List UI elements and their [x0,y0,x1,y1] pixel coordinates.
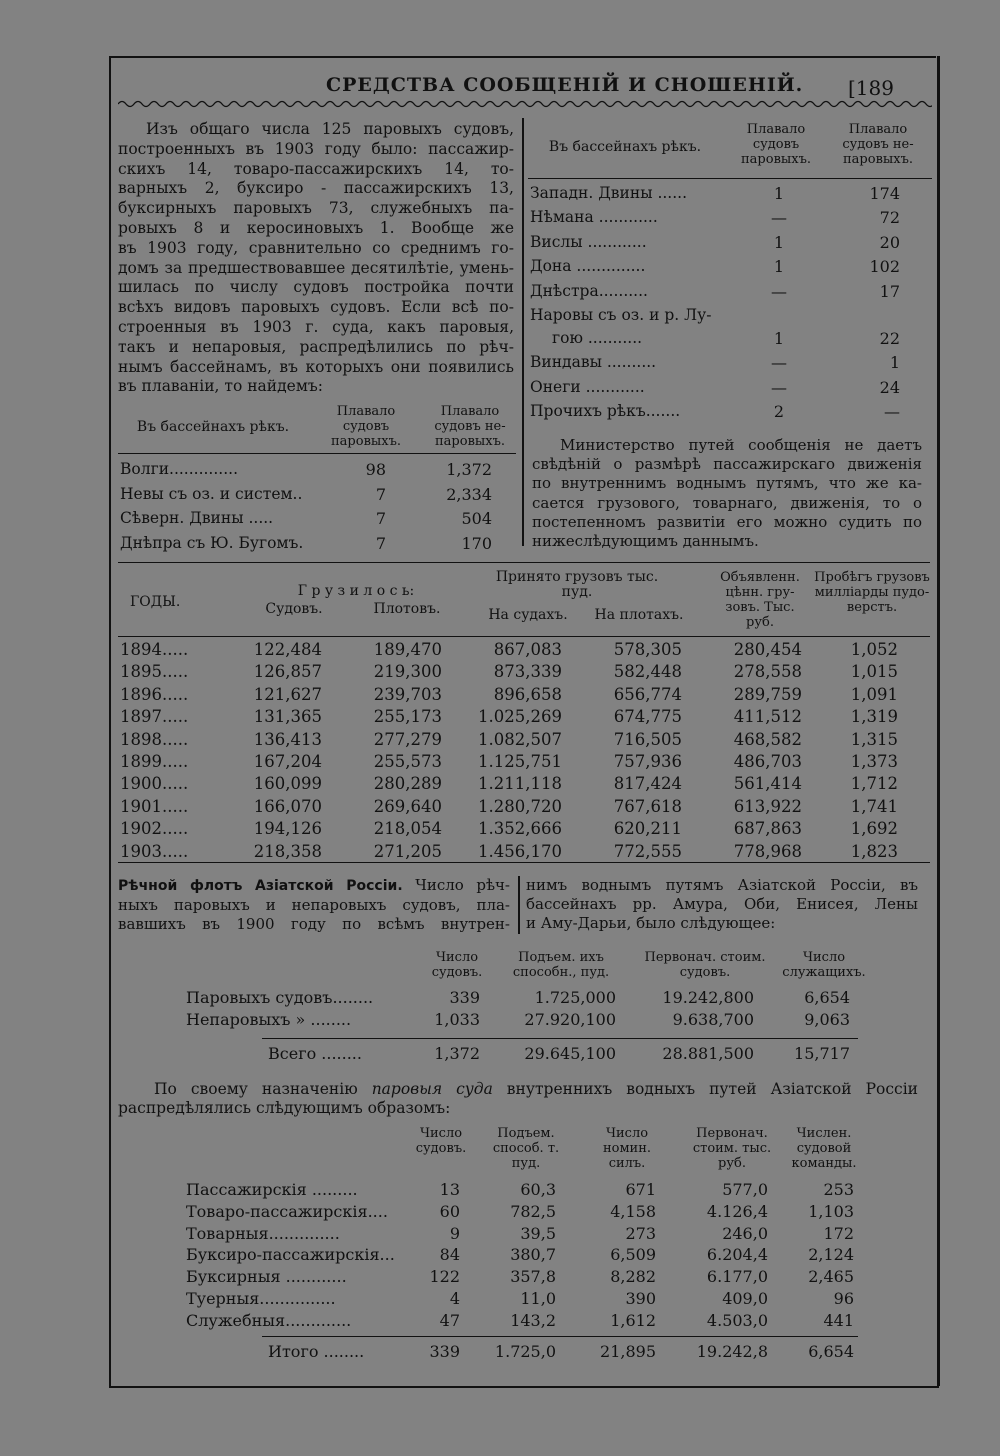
basins-left-header-nonsteam [420,404,520,449]
cargo-header-mileage [814,570,930,615]
basins-right-row-0-steam: 1 [773,184,785,203]
cargo-row-8-col-0: 1902..... [120,819,189,839]
purpose-emphasis: паровыя суда [371,1080,493,1098]
cargo-row-9-col-2: 271,205 [373,841,442,861]
cargo-row-7-col-0: 1901..... [120,796,189,816]
cargo-header-loaded-rafts: Плотовъ. [373,601,441,617]
purpose-header-4: Числен. судовой команды. [791,1126,857,1171]
cargo-table-header-rule [118,636,930,637]
cargo-row-2-col-1: 121,627 [253,684,322,704]
ministry-line-4: постепенномъ развитіи его можно судить по [532,512,922,531]
basins-right-row-5-name: Наровы съ оз. и р. Лу- [530,306,712,324]
cargo-row-3-col-0: 1897..... [120,707,189,727]
cargo-header-accepted-text: Принято грузовъ тыс. пуд. [495,569,659,600]
basins-right-row-7-nonsteam: 24 [879,377,900,397]
purpose-line2: распредѣлялись слѣдующимъ образомъ: [118,1099,451,1117]
asian-right-line-1: бассейнахъ рр. Амура, Оби, Енисея, Лены [526,895,918,913]
basins-right-header-basin: Въ бассейнахъ рѣкъ. [548,139,702,155]
cargo-header-mileage-text: Пробѣгъ грузовъ милліарды пудо-верстъ. [814,570,930,615]
basins-left-header-basin: Въ бассейнахъ рѣкъ. [136,419,290,435]
basins-left-row-1-name: Невы съ оз. и систем.. [120,484,303,503]
purpose-row-3-col-1: 84 [439,1245,460,1265]
cargo-row-7-col-3: 1.280,720 [478,796,562,816]
purpose-header-0: Число судовъ. [415,1126,467,1156]
basins-left-row-2-steam: 7 [375,509,386,529]
basins-left-row-0-name: Волги.............. [120,460,238,478]
cargo-row-1-col-5: 278,558 [733,662,802,682]
purpose-row-3-col-2: 380,7 [510,1245,556,1265]
purpose-row-3-col-3: 6,509 [610,1245,656,1265]
cargo-row-0-col-3: 867,083 [493,640,562,659]
cargo-row-9-col-6: 1,823 [850,841,898,861]
asian-row-1-col-4: 9,063 [804,1010,850,1029]
cargo-row-8-col-3: 1.352,666 [478,819,562,839]
cargo-row-4-col-2: 277,279 [373,729,442,749]
intro-line-10: строенныя въ 1903 г. суда, какъ паровыя, [118,317,514,336]
cargo-row-6-col-4: 817,424 [613,774,682,794]
basins-right-header-nonsteam [828,122,928,167]
cargo-row-9-col-0: 1903..... [120,841,189,861]
cargo-row-0-col-0: 1894..... [120,640,189,659]
purpose-row-1-col-1: 60 [439,1201,460,1221]
ministry-line-2: по внутреннимъ воднымъ путямъ, что же ка- [532,474,922,493]
cargo-row-3-col-2: 255,173 [373,707,442,727]
purpose-row-0-col-1: 13 [439,1180,460,1199]
cargo-row-1-col-4: 582,448 [613,662,682,682]
purpose-text-after: внутреннихъ водныхъ путей Азіатской Россіи [492,1080,918,1098]
purpose-row-3-col-0: Буксиро-пассажирскія... [186,1245,395,1265]
cargo-row-7-col-6: 1,741 [850,796,898,816]
cargo-row-0-col-2: 189,470 [373,640,442,659]
basins-left-row-2-name: Сѣверн. Двины ..... [120,509,274,528]
basins-right-header-steam-text: Плавало судовъ паровыхъ. [741,122,811,167]
purpose-paragraph [118,1080,918,1118]
asian-total-col-3: 28.881,500 [662,1044,754,1063]
asian-row-0-col-0: Паровыхъ судовъ........ [186,988,374,1007]
purpose-row-4-col-3: 8,282 [610,1267,656,1287]
asian-row-0-col-3: 19.242,800 [662,988,754,1007]
cargo-row-7-col-4: 767,618 [613,796,682,816]
cargo-row-4-col-0: 1898..... [120,729,189,749]
cargo-row-0-col-6: 1,052 [850,640,898,659]
cargo-header-loaded: Г р у з и л о с ь: [297,583,415,599]
cargo-row-4-col-6: 1,315 [850,729,898,749]
purpose-row-0-col-3: 671 [625,1180,656,1199]
cargo-row-1-col-1: 126,857 [253,662,322,682]
ministry-line-0: Министерство путей сообщенія не даетъ [560,436,922,454]
cargo-row-3-col-5: 411,512 [733,707,802,727]
basins-right-row-4-nonsteam: 17 [879,281,900,301]
asian-row-1-col-3: 9.638,700 [672,1010,754,1029]
cargo-row-3-col-6: 1,319 [850,707,898,727]
purpose-row-2-col-1: 9 [449,1223,460,1243]
intro-line-3: варныхъ 2, буксиро - пассажирскихъ 13, [118,179,514,198]
purpose-row-6-col-1: 47 [439,1310,460,1330]
frame-top-rule [110,56,936,58]
purpose-row-6-col-2: 143,2 [510,1310,556,1330]
page-title: СРЕДСТВА СООБЩЕНІЙ И СНОШЕНІЙ. [326,74,804,96]
purpose-row-2-col-5: 172 [823,1223,854,1243]
intro-line-4: буксирныхъ паровыхъ 73, служебныхъ па- [118,199,514,218]
basins-right-row-2-name: Вислы ............ [530,232,647,251]
basins-right-row-7-name: Онеги ............ [530,377,645,396]
cargo-row-5-col-0: 1899..... [120,752,189,771]
purpose-row-6-col-3: 1,612 [610,1310,656,1330]
purpose-row-2-col-3: 273 [625,1223,656,1243]
basins-right-row-6-steam: — [771,353,787,373]
column-divider-top [522,118,524,546]
asian-right-line-0: нимъ воднымъ путямъ Азіатской Россіи, въ [526,876,918,894]
purpose-total-rule [262,1336,858,1337]
cargo-row-8-col-6: 1,692 [850,819,898,839]
basins-right-row-5-steam: 1 [773,329,785,348]
cargo-row-0-col-1: 122,484 [253,640,322,659]
purpose-row-5-col-3: 390 [625,1289,656,1308]
purpose-row-1-col-5: 1,103 [808,1201,854,1221]
intro-line-5: ровыхъ 8 и керосиновыхъ 1. Вообще же [118,218,514,237]
cargo-row-2-col-3: 896,658 [493,684,562,704]
basins-right-row-2-nonsteam: 20 [879,232,900,252]
purpose-row-4-col-2: 357,8 [510,1267,556,1287]
purpose-row-6-col-4: 4.503,0 [706,1310,768,1330]
purpose-row-3-col-4: 6.204,4 [706,1245,768,1265]
asian-row-0-col-1: 339 [449,988,480,1007]
asian-fleet-total-rule [262,1038,858,1039]
intro-paragraph [118,120,514,397]
cargo-row-0-col-5: 280,454 [733,640,802,659]
ministry-line-5: нижеслѣдующимъ даннымъ. [532,532,759,551]
cargo-table-top-rule [118,562,930,563]
cargo-table-bottom-rule [118,862,930,863]
purpose-total-col-4: 19.242,8 [696,1342,768,1361]
cargo-row-1-col-0: 1895..... [120,662,189,682]
purpose-row-4-col-4: 6.177,0 [706,1267,768,1287]
purpose-row-5-col-4: 409,0 [722,1289,768,1308]
cargo-row-9-col-3: 1.456,170 [478,841,562,861]
cargo-row-8-col-5: 687,863 [733,819,802,839]
purpose-row-0-col-4: 577,0 [722,1180,768,1199]
cargo-row-6-col-3: 1.211,118 [478,774,562,794]
cargo-row-6-col-5: 561,414 [733,774,802,794]
cargo-row-4-col-4: 716,505 [613,729,682,749]
intro-line-13: въ плаваніи, то найдемъ: [118,377,323,396]
cargo-row-7-col-5: 613,922 [733,796,802,816]
column-divider-asian [518,876,520,934]
purpose-row-0-col-2: 60,3 [520,1180,556,1199]
frame-left-rule [109,56,111,1386]
ministry-line-1: свѣдѣній о размѣрѣ пассажирскаго движенія [532,455,922,474]
cargo-row-8-col-4: 620,211 [613,819,682,839]
purpose-row-1-col-0: Товаро-пассажирскія.... [186,1201,388,1221]
basins-right-row-8-name: Прочихъ рѣкъ....... [530,402,681,421]
ministry-paragraph [532,436,922,551]
cargo-row-6-col-0: 1900..... [120,774,189,794]
cargo-row-4-col-5: 468,582 [733,729,802,749]
cargo-header-declared [712,570,808,630]
cargo-row-2-col-4: 656,774 [613,684,682,704]
asian-left-line-2: вавшихъ въ 1900 году по всѣмъ внутрен- [118,915,510,933]
cargo-row-7-col-1: 166,070 [253,796,322,816]
intro-line-7: домъ за предшествовавшее десятилѣтіе, умень- [118,258,514,277]
intro-line-12: нымъ бассейнамъ, въ которыхъ они появились [118,357,514,376]
basins-right-row-8-nonsteam: — [884,402,900,422]
basins-right-header-rule [528,178,932,179]
asian-left-paragraph [118,876,510,934]
basins-right-row-0-nonsteam: 174 [869,184,900,203]
cargo-row-9-col-4: 772,555 [613,841,682,861]
purpose-row-4-col-5: 2,465 [808,1267,854,1287]
basins-left-row-1-nonsteam: 2,334 [446,484,492,504]
purpose-row-2-col-2: 39,5 [520,1223,556,1243]
basins-right-row-5-name2: гою ........... [552,329,643,347]
basins-left-header-rule [118,453,516,454]
basins-right-header-steam [726,122,826,167]
basins-right-row-0-name: Западн. Двины ...... [530,184,688,202]
ministry-line-3: сается грузового, товарнаго, движенія, то о [532,493,922,512]
intro-line-6: въ 1903 году, сравнительно со среднимъ го- [118,238,514,257]
asian-header-2: Первонач. стоим. судовъ. [644,950,766,980]
basins-left-row-3-name: Днѣпра съ Ю. Бугомъ. [120,533,304,552]
intro-line-0: Изъ общаго числа 125 паровыхъ судовъ, [146,120,514,138]
cargo-row-4-col-3: 1.082,507 [478,729,562,749]
intro-line-2: скихъ 14, товаро-пассажирскихъ 14, то- [118,159,514,178]
cargo-row-3-col-4: 674,775 [613,707,682,727]
basins-right-row-3-nonsteam: 102 [869,257,900,277]
cargo-header-on-ships: На судахъ. [488,607,568,623]
basins-right-row-6-nonsteam: 1 [889,353,900,373]
basins-left-row-2-nonsteam: 504 [461,509,492,529]
cargo-row-2-col-5: 289,759 [733,684,802,704]
cargo-row-1-col-6: 1,015 [850,662,898,682]
cargo-row-4-col-1: 136,413 [253,729,322,749]
intro-line-8: шилась по числу судовъ постройка почти [118,278,514,297]
cargo-row-2-col-0: 1896..... [120,684,189,704]
basins-right-row-6-name: Виндавы .......... [530,353,657,372]
cargo-row-6-col-1: 160,099 [253,774,322,794]
frame-bottom-rule [109,1386,939,1388]
purpose-row-6-col-5: 441 [823,1310,854,1330]
cargo-header-years: ГОДЫ. [130,594,181,610]
basins-left-row-1-steam: 7 [375,484,386,504]
cargo-row-5-col-1: 167,204 [253,752,322,771]
cargo-row-2-col-2: 239,703 [373,684,442,704]
asian-row-1-col-1: 1,033 [434,1010,480,1029]
cargo-row-3-col-1: 131,365 [253,707,322,727]
purpose-row-0-col-5: 253 [823,1180,854,1199]
asian-heading: Рѣчной флотъ Азіатской Россіи. [118,878,403,894]
asian-total-col-2: 29.645,100 [524,1044,616,1063]
purpose-total-col-2: 1.725,0 [494,1342,556,1361]
purpose-row-2-col-0: Товарныя.............. [186,1223,340,1243]
cargo-row-9-col-5: 778,968 [733,841,802,861]
purpose-row-1-col-3: 4,158 [610,1201,656,1221]
purpose-row-2-col-4: 246,0 [722,1223,768,1243]
purpose-row-5-col-0: Туерныя............... [186,1289,336,1308]
cargo-header-on-rafts: На плотахъ. [594,607,684,623]
purpose-row-5-col-1: 4 [449,1289,460,1308]
purpose-row-6-col-0: Служебныя............. [186,1310,352,1330]
basins-right-row-2-steam: 1 [773,232,785,252]
cargo-header-accepted [494,570,660,600]
purpose-header-2: Число номин. силъ. [602,1126,652,1171]
asian-left-line-0: Число рѣч- [402,876,510,894]
cargo-row-7-col-2: 269,640 [373,796,442,816]
intro-line-1: построенныхъ въ 1903 году было: пассажир- [118,139,514,158]
cargo-header-loaded-ships: Судовъ. [265,601,323,617]
purpose-total-col-5: 6,654 [808,1342,854,1361]
asian-right-paragraph [526,876,918,933]
frame-right-rule [937,56,940,1386]
intro-line-9: всѣхъ видовъ паровыхъ судовъ. Если всѣ по- [118,298,514,317]
intro-line-11: такъ и непаровыя, распредѣлились по рѣч- [118,337,514,356]
asian-header-1: Подъем. ихъ способн., пуд. [512,950,610,980]
page-number: [189 [848,76,894,100]
basins-right-header-nonsteam-text: Плавало судовъ не- паровыхъ. [842,122,914,167]
purpose-total-col-1: 339 [429,1342,460,1361]
basins-left-row-3-steam: 7 [375,533,386,553]
basins-right-row-1-steam: — [771,208,787,228]
asian-row-0-col-2: 1.725,000 [534,988,616,1007]
cargo-row-6-col-6: 1,712 [850,774,898,794]
purpose-text-before: По своему назначенію [154,1080,372,1098]
purpose-row-3-col-5: 2,124 [808,1245,854,1265]
basins-left-row-0-steam: 98 [365,460,386,479]
cargo-row-5-col-2: 255,573 [373,752,442,771]
cargo-row-5-col-4: 757,936 [613,752,682,771]
purpose-row-0-col-0: Пассажирскія ......... [186,1180,358,1199]
cargo-row-1-col-2: 219,300 [373,662,442,682]
purpose-header-1: Подъем. способ. т. пуд. [492,1126,560,1171]
asian-right-line-2: и Аму-Дарьи, было слѣдующее: [526,914,776,932]
basins-right-row-3-name: Дона .............. [530,257,646,276]
asian-row-1-col-2: 27.920,100 [524,1010,616,1029]
basins-right-row-3-steam: 1 [773,257,785,277]
cargo-row-0-col-4: 578,305 [613,640,682,659]
basins-left-header-steam-text: Плавало судовъ паровыхъ. [331,404,401,449]
asian-left-line-1: ныхъ паровыхъ и непаровыхъ судовъ, пла- [118,896,510,914]
basins-left-header-nonsteam-text: Плавало судовъ не- паровыхъ. [434,404,506,449]
basins-right-row-1-name: Нѣмана ............ [530,208,658,227]
basins-right-row-4-name: Днѣстра.......... [530,281,648,300]
cargo-row-1-col-3: 873,339 [493,662,562,682]
cargo-header-declared-text: Объявленн. цѣнн. гру- зовъ. Тыс. руб. [720,570,800,630]
asian-header-3: Число служащихъ. [782,950,866,980]
asian-row-1-col-0: Непаровыхъ » ........ [186,1010,352,1029]
cargo-row-9-col-1: 218,358 [253,841,322,861]
wavy-divider [118,98,932,110]
purpose-header-3: Первонач. стоим. тыс. руб. [692,1126,772,1171]
cargo-row-5-col-6: 1,373 [850,752,898,771]
cargo-row-3-col-3: 1.025,269 [478,707,562,727]
purpose-row-1-col-4: 4.126,4 [706,1201,768,1221]
cargo-row-5-col-3: 1.125,751 [478,752,562,771]
purpose-total-col-0: Итого ........ [268,1342,365,1361]
basins-right-row-5-nonsteam: 22 [879,329,900,348]
basins-left-row-3-nonsteam: 170 [461,533,492,553]
cargo-row-5-col-5: 486,703 [733,752,802,771]
asian-total-col-0: Всего ........ [268,1044,362,1063]
basins-left-header-steam [316,404,416,449]
purpose-row-4-col-0: Буксирныя ............ [186,1267,347,1287]
basins-right-row-7-steam: — [771,377,787,397]
cargo-row-8-col-2: 218,054 [373,819,442,839]
purpose-row-5-col-5: 96 [833,1289,854,1308]
basins-right-row-1-nonsteam: 72 [879,208,900,228]
asian-total-col-4: 15,717 [794,1044,850,1063]
cargo-row-6-col-2: 280,289 [373,774,442,794]
basins-left-row-0-nonsteam: 1,372 [446,460,492,479]
basins-right-row-8-steam: 2 [773,402,785,422]
purpose-total-col-3: 21,895 [600,1342,656,1361]
purpose-row-1-col-2: 782,5 [510,1201,556,1221]
cargo-row-2-col-6: 1,091 [850,684,898,704]
asian-row-0-col-4: 6,654 [804,988,850,1007]
asian-header-0: Число судовъ. [431,950,483,980]
asian-total-col-1: 1,372 [434,1044,480,1063]
purpose-row-4-col-1: 122 [429,1267,460,1287]
basins-right-row-4-steam: — [771,281,787,301]
cargo-row-8-col-1: 194,126 [253,819,322,839]
purpose-row-5-col-2: 11,0 [520,1289,556,1308]
